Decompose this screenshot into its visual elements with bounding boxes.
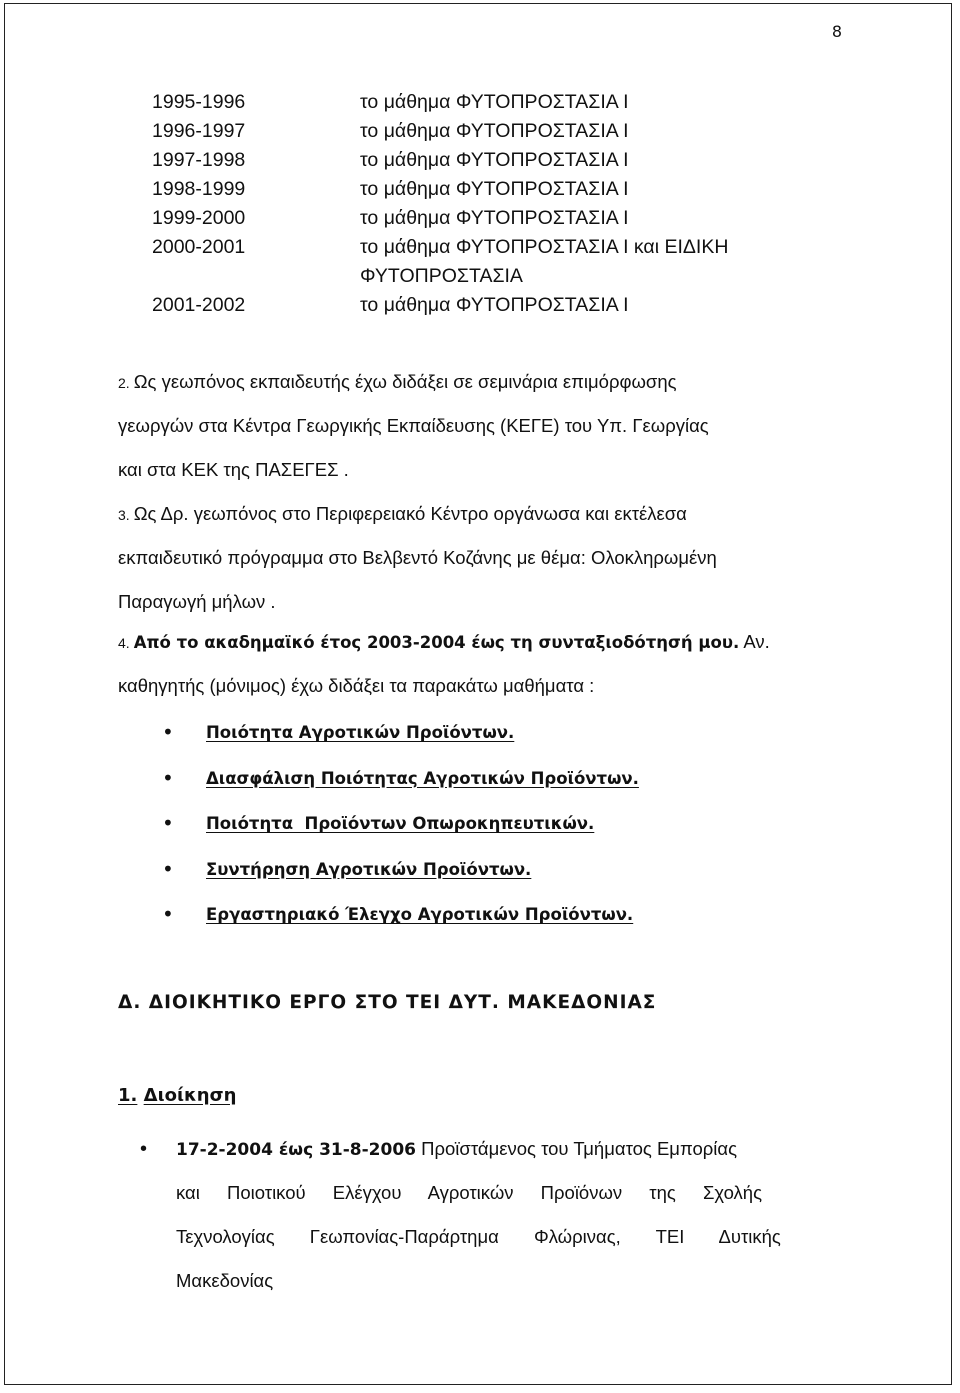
course: το μάθημα ΦΥΤΟΠΡΟΣΤΑΣΙΑ Ι xyxy=(360,149,629,171)
item-text: Παραγωγή μήλων . xyxy=(118,591,276,612)
list-item xyxy=(162,756,639,802)
year: 2001-2002 xyxy=(152,294,246,316)
course: το μάθημα ΦΥΤΟΠΡΟΣΤΑΣΙΑ Ι xyxy=(360,294,629,316)
item-number: 3. xyxy=(118,507,130,523)
year: 1998-1999 xyxy=(152,178,246,200)
list-item xyxy=(162,801,639,847)
item-text: καθηγητής (μόνιμος) έχω διδάξει τα παρακάτω μαθήματα : xyxy=(118,675,595,696)
item-text: και στα ΚΕΚ της ΠΑΣΕΓΕΣ . xyxy=(118,459,349,480)
course: το μάθημα ΦΥΤΟΠΡΟΣΤΑΣΙΑ Ι και ΕΙΔΙΚΗ xyxy=(360,236,729,258)
item-seminars xyxy=(118,360,844,492)
item-professor xyxy=(118,620,844,708)
item-text: Ως γεωπόνος εκπαιδευτής έχω διδάξει σε σεμινάρια επιμόρφωσης xyxy=(133,371,677,392)
course-title: Συντήρηση Αγροτικών Προϊόντων. xyxy=(206,859,532,879)
year: 2000-2001 xyxy=(152,236,246,258)
admin-entry xyxy=(140,1127,844,1303)
item-text: Ως Δρ. γεωπόνος στο Περιφερειακό Κέντρο οργάνωσα και εκτέλεσα xyxy=(133,503,687,524)
admin-text: Μακεδονίας xyxy=(176,1270,274,1291)
subsection-title: Διοίκηση xyxy=(143,1085,237,1106)
year: 1997-1998 xyxy=(152,149,246,171)
course: το μάθημα ΦΥΤΟΠΡΟΣΤΑΣΙΑ Ι xyxy=(360,178,629,200)
item-text: εκπαιδευτικό πρόγραμμα στο Βελβεντό Κοζάνης με θέμα: Ολοκληρωμένη xyxy=(118,547,717,568)
course: το μάθημα ΦΥΤΟΠΡΟΣΤΑΣΙΑ Ι xyxy=(360,91,629,113)
course-title: Ποιότητα Αγροτικών Προϊόντων. xyxy=(206,723,515,742)
course: το μάθημα ΦΥΤΟΠΡΟΣΤΑΣΙΑ Ι xyxy=(360,120,629,142)
section-heading: Δ. ΔΙΟΙΚΗΤΙΚΟ ΕΡΓΟ ΣΤΟ ΤΕΙ ΔΥΤ. ΜΑΚΕΔΟΝΙΑΣ xyxy=(118,992,657,1013)
item-text: γεωργών στα Κέντρα Γεωργικής Εκπαίδευσης (ΚΕΓΕ) του Υπ. Γεωργίας xyxy=(118,415,709,436)
course: το μάθημα ΦΥΤΟΠΡΟΣΤΑΣΙΑ Ι xyxy=(360,207,629,229)
item-bold-text: Από το ακαδημαϊκό έτος 2003-2004 έως τη συνταξιοδότησή μου. xyxy=(133,633,740,652)
item-text: Αν. xyxy=(739,631,770,652)
courses-taught-list xyxy=(162,710,639,938)
year: 1995-1996 xyxy=(152,91,246,113)
course-continued: ΦΥΤΟΠΡΟΣΤΑΣΙΑ xyxy=(360,265,523,287)
subsection-number: 1. xyxy=(118,1085,138,1106)
item-number: 4. xyxy=(118,635,130,651)
item-number: 2. xyxy=(118,375,130,391)
admin-text: Προϊστάμενος του Τμήματος Εμπορίας xyxy=(415,1138,737,1159)
course-title: Διασφάλιση Ποιότητας Αγροτικών Προϊόντων. xyxy=(206,768,639,788)
year: 1999-2000 xyxy=(152,207,246,229)
year: 1996-1997 xyxy=(152,120,246,142)
list-item xyxy=(162,710,639,756)
course-title: Ποιότητα Προϊόντων Οπωροκηπευτικών. xyxy=(206,814,595,833)
item-program xyxy=(118,492,844,624)
admin-text: Τεχνολογίας Γεωπονίας-Παράρτημα Φλώρινας, ΤΕΙ Δυτικής xyxy=(176,1226,781,1247)
list-item xyxy=(162,892,639,938)
course-title: Εργαστηριακό Έλεγχο Αγροτικών Προϊόντων. xyxy=(206,905,634,924)
admin-text: και Ποιοτικού Ελέγχου Αγροτικών Προϊόνων της Σχολής xyxy=(176,1182,762,1203)
list-item xyxy=(162,847,639,893)
admin-date-range: 17-2-2004 έως 31-8-2006 xyxy=(176,1140,416,1160)
page-number: 8 xyxy=(831,22,842,41)
bullet-icon: • xyxy=(140,1138,148,1160)
subsection-heading xyxy=(118,1085,236,1106)
